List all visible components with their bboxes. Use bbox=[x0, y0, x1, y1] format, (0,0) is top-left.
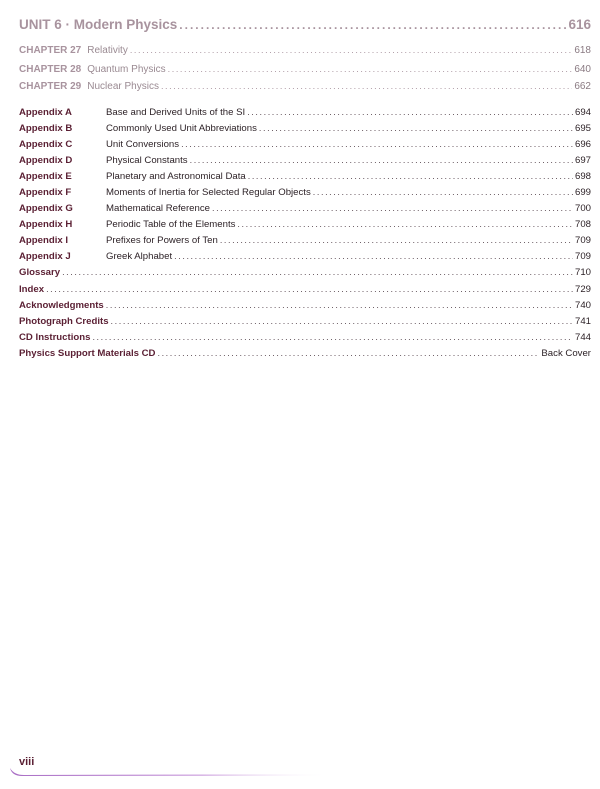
appendix-page: 709 bbox=[574, 251, 591, 262]
support-cd-label: Physics Support Materials CD bbox=[19, 348, 156, 359]
toc-appendix-entry[interactable] bbox=[19, 251, 591, 262]
acknowledgments-label: Acknowledgments bbox=[19, 300, 104, 311]
appendix-title: Base and Derived Units of the SI bbox=[106, 107, 246, 118]
dot-leader bbox=[237, 219, 573, 229]
toc-appendix-entry[interactable] bbox=[19, 123, 591, 134]
dot-leader bbox=[179, 18, 566, 32]
toc-chapter-entry[interactable] bbox=[19, 45, 591, 56]
unit-title: UNIT 6 · Modern Physics bbox=[19, 17, 178, 32]
appendix-title: Prefixes for Powers of Ten bbox=[106, 235, 218, 246]
appendix-page: 709 bbox=[574, 235, 591, 246]
appendix-label: Appendix A bbox=[19, 107, 72, 118]
dot-leader bbox=[313, 187, 573, 197]
toc-appendix-entry[interactable] bbox=[19, 219, 591, 230]
toc-chapter-entry[interactable] bbox=[19, 64, 591, 75]
appendix-title: Physical Constants bbox=[106, 155, 188, 166]
dot-leader bbox=[174, 251, 573, 261]
page-number: viii bbox=[19, 756, 35, 768]
dot-leader bbox=[106, 300, 573, 310]
chapter-label: CHAPTER 28 bbox=[19, 64, 82, 75]
toc-backmatter-entry[interactable] bbox=[19, 316, 591, 327]
dot-leader bbox=[247, 107, 573, 117]
chapter-title: Relativity bbox=[87, 45, 128, 56]
appendix-label: Appendix E bbox=[19, 171, 72, 182]
dot-leader bbox=[248, 171, 573, 181]
appendix-title: Periodic Table of the Elements bbox=[106, 219, 236, 230]
appendix-page: 699 bbox=[574, 187, 591, 198]
appendix-label: Appendix B bbox=[19, 123, 73, 134]
appendix-page: 694 bbox=[574, 107, 591, 118]
glossary-label: Glossary bbox=[19, 267, 61, 278]
photograph-credits-label: Photograph Credits bbox=[19, 316, 109, 327]
footer-rule bbox=[10, 768, 330, 776]
toc-appendix-entry[interactable] bbox=[19, 235, 591, 246]
toc-appendix-entry[interactable] bbox=[19, 187, 591, 198]
toc-backmatter-entry[interactable] bbox=[19, 284, 591, 295]
appendix-page: 695 bbox=[574, 123, 591, 134]
dot-leader bbox=[111, 316, 573, 326]
dot-leader bbox=[181, 139, 573, 149]
appendix-label: Appendix H bbox=[19, 219, 73, 230]
appendix-title: Mathematical Reference bbox=[106, 203, 210, 214]
dot-leader bbox=[157, 348, 539, 358]
appendix-label: Appendix J bbox=[19, 251, 71, 262]
dot-leader bbox=[92, 332, 573, 342]
toc-appendix-entry[interactable] bbox=[19, 203, 591, 214]
index-page: 729 bbox=[574, 284, 591, 295]
dot-leader bbox=[168, 64, 573, 74]
support-cd-page: Back Cover bbox=[541, 348, 591, 359]
appendix-label: Appendix C bbox=[19, 139, 73, 150]
toc-backmatter-entry[interactable] bbox=[19, 300, 591, 311]
toc-appendix-entry[interactable] bbox=[19, 107, 591, 118]
appendix-title: Commonly Used Unit Abbreviations bbox=[106, 123, 257, 134]
chapter-label: CHAPTER 27 bbox=[19, 45, 82, 56]
appendix-label: Appendix D bbox=[19, 155, 73, 166]
toc-appendix-entry[interactable] bbox=[19, 139, 591, 150]
appendix-label: Appendix G bbox=[19, 203, 73, 214]
chapter-title: Nuclear Physics bbox=[87, 81, 159, 92]
glossary-page: 710 bbox=[574, 267, 591, 278]
dot-leader bbox=[130, 45, 572, 55]
dot-leader bbox=[259, 123, 573, 133]
appendix-page: 708 bbox=[574, 219, 591, 230]
cd-instructions-label: CD Instructions bbox=[19, 332, 91, 343]
toc-backmatter-entry[interactable] bbox=[19, 348, 591, 359]
toc-backmatter-entry[interactable] bbox=[19, 332, 591, 343]
toc-backmatter-entry[interactable] bbox=[19, 267, 591, 278]
appendix-page: 696 bbox=[574, 139, 591, 150]
dot-leader bbox=[62, 267, 573, 277]
toc-chapter-entry[interactable] bbox=[19, 81, 591, 92]
dot-leader bbox=[161, 81, 572, 91]
dot-leader bbox=[46, 284, 573, 294]
appendix-title: Unit Conversions bbox=[106, 139, 180, 150]
chapter-label: CHAPTER 29 bbox=[19, 81, 82, 92]
appendix-label: Appendix F bbox=[19, 187, 72, 198]
appendix-page: 700 bbox=[574, 203, 591, 214]
chapter-page: 640 bbox=[574, 64, 591, 75]
toc-appendix-entry[interactable] bbox=[19, 155, 591, 166]
appendix-page: 698 bbox=[574, 171, 591, 182]
acknowledgments-page: 740 bbox=[574, 300, 591, 311]
chapter-title: Quantum Physics bbox=[87, 64, 166, 75]
toc-unit-entry[interactable] bbox=[19, 17, 591, 32]
appendix-title: Moments of Inertia for Selected Regular Objects bbox=[106, 187, 311, 198]
dot-leader bbox=[220, 235, 573, 245]
toc-appendix-entry[interactable] bbox=[19, 171, 591, 182]
chapter-page: 662 bbox=[574, 81, 591, 92]
appendix-label: Appendix I bbox=[19, 235, 69, 246]
photograph-credits-page: 741 bbox=[574, 316, 591, 327]
appendix-title: Greek Alphabet bbox=[106, 251, 173, 262]
index-label: Index bbox=[19, 284, 45, 295]
dot-leader bbox=[190, 155, 573, 165]
unit-page: 616 bbox=[568, 17, 591, 32]
appendix-page: 697 bbox=[574, 155, 591, 166]
cd-instructions-page: 744 bbox=[574, 332, 591, 343]
appendix-title: Planetary and Astronomical Data bbox=[106, 171, 246, 182]
dot-leader bbox=[212, 203, 573, 213]
chapter-page: 618 bbox=[574, 45, 591, 56]
